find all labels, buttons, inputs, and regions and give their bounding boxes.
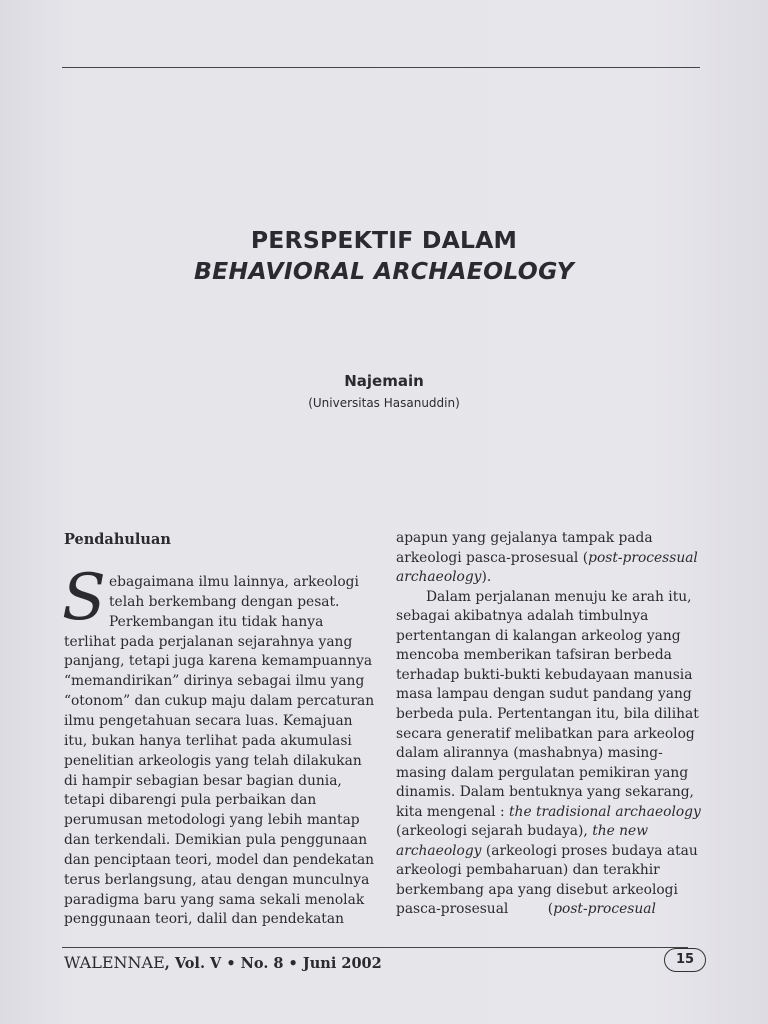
left-line-14: dan terkendali. Demikian pula penggunaan <box>64 832 368 849</box>
right-line-9: masa lampau dengan sudut pandang yang <box>396 686 692 703</box>
left-line-4: terlihat pada perjalanan sejarahnya yang <box>64 633 353 650</box>
author-affiliation: (Universitas Hasanuddin) <box>308 396 460 410</box>
right-line-18: arkeologi pembaharuan) dan terakhir <box>396 862 660 879</box>
left-line-2: telah berkembang dengan pesat. <box>109 593 340 610</box>
right-line-19: berkembang apa yang disebut arkeologi <box>396 881 678 898</box>
right-line-10: berbeda pula. Pertentangan itu, bila dilihat <box>396 705 699 722</box>
page-number: 15 <box>664 948 706 972</box>
right-line-1: apapun yang gejalanya tampak pada <box>396 530 653 546</box>
header-rule <box>62 67 700 68</box>
footer-rule <box>62 947 688 948</box>
right-line-14: dinamis. Dalam bentuknya yang sekarang, <box>396 784 694 801</box>
left-line-16: terus berlangsung, atau dengan munculnya <box>64 871 370 888</box>
left-line-11: di hampir sebagian besar bagian dunia, <box>64 772 342 789</box>
drop-cap: S <box>62 561 106 635</box>
left-line-10: penelitian arkeologis yang telah dilakukan <box>64 752 362 769</box>
right-line-4: Dalam perjalanan menuju ke arah itu, <box>426 588 692 605</box>
left-line-6: “memandirikan” dirinya sebagai ilmu yang <box>64 673 365 690</box>
author-name: Najemain <box>344 372 424 390</box>
left-line-8: ilmu pengetahuan secara luas. Kemajuan <box>64 712 353 729</box>
right-line-5: sebagai akibatnya adalah timbulnya <box>396 608 649 625</box>
right-line-3: archaeology). <box>396 569 492 586</box>
left-line-7: “otonom” dan cukup maju dalam percaturan <box>64 693 375 710</box>
left-line-9: itu, bukan hanya terlihat pada akumulasi <box>64 732 352 749</box>
section-heading: Pendahuluan <box>64 531 171 548</box>
left-line-5: panjang, tetapi juga karena kemampuannya <box>64 653 373 670</box>
right-line-15: kita mengenal : the tradisional archaeology <box>396 803 701 820</box>
right-line-13: masing dalam pergulatan pemikiran yang <box>396 764 689 781</box>
right-line-17: archaeology (arkeologi proses budaya atau <box>396 842 698 859</box>
right-line-7: mencoba memberikan tafsiran berbeda <box>396 647 672 664</box>
issue-info: , Vol. V • No. 8 • Juni 2002 <box>164 955 382 972</box>
right-line-20: pasca-prosesual (post-procesual <box>396 901 656 918</box>
right-line-11: secara generatif melibatkan para arkeolog <box>396 725 695 742</box>
footer-citation <box>64 953 382 972</box>
right-line-2: arkeologi pasca-prosesual (post-processual <box>396 549 698 566</box>
left-line-18: penggunaan teori, dalil dan pendekatan <box>64 911 344 928</box>
left-line-3: Perkembangan itu tidak hanya <box>109 613 324 630</box>
right-line-8: terhadap bukti-bukti kebudayaan manusia <box>396 666 693 683</box>
right-line-6: pertentangan di kalangan arkeolog yang <box>396 627 681 644</box>
article-title-line2: BEHAVIORAL ARCHAEOLOGY <box>193 257 575 285</box>
right-line-12: dalam alirannya (mashabnya) masing- <box>396 745 663 762</box>
left-line-17: paradigma baru yang sama sekali menolak <box>64 891 365 908</box>
left-line-13: perumusan metodologi yang lebih mantap <box>64 812 360 829</box>
journal-name: WALENNAE <box>64 953 165 972</box>
article-title-line1: PERSPEKTIF DALAM <box>250 226 518 254</box>
left-line-12: tetapi dibarengi pula perbaikan dan <box>64 792 317 809</box>
left-line-15: dan penciptaan teori, model dan pendekatan <box>64 851 374 868</box>
right-line-16: (arkeologi sejarah budaya), the new <box>396 823 649 840</box>
left-line-1: ebagaimana ilmu lainnya, arkeologi <box>109 574 359 590</box>
